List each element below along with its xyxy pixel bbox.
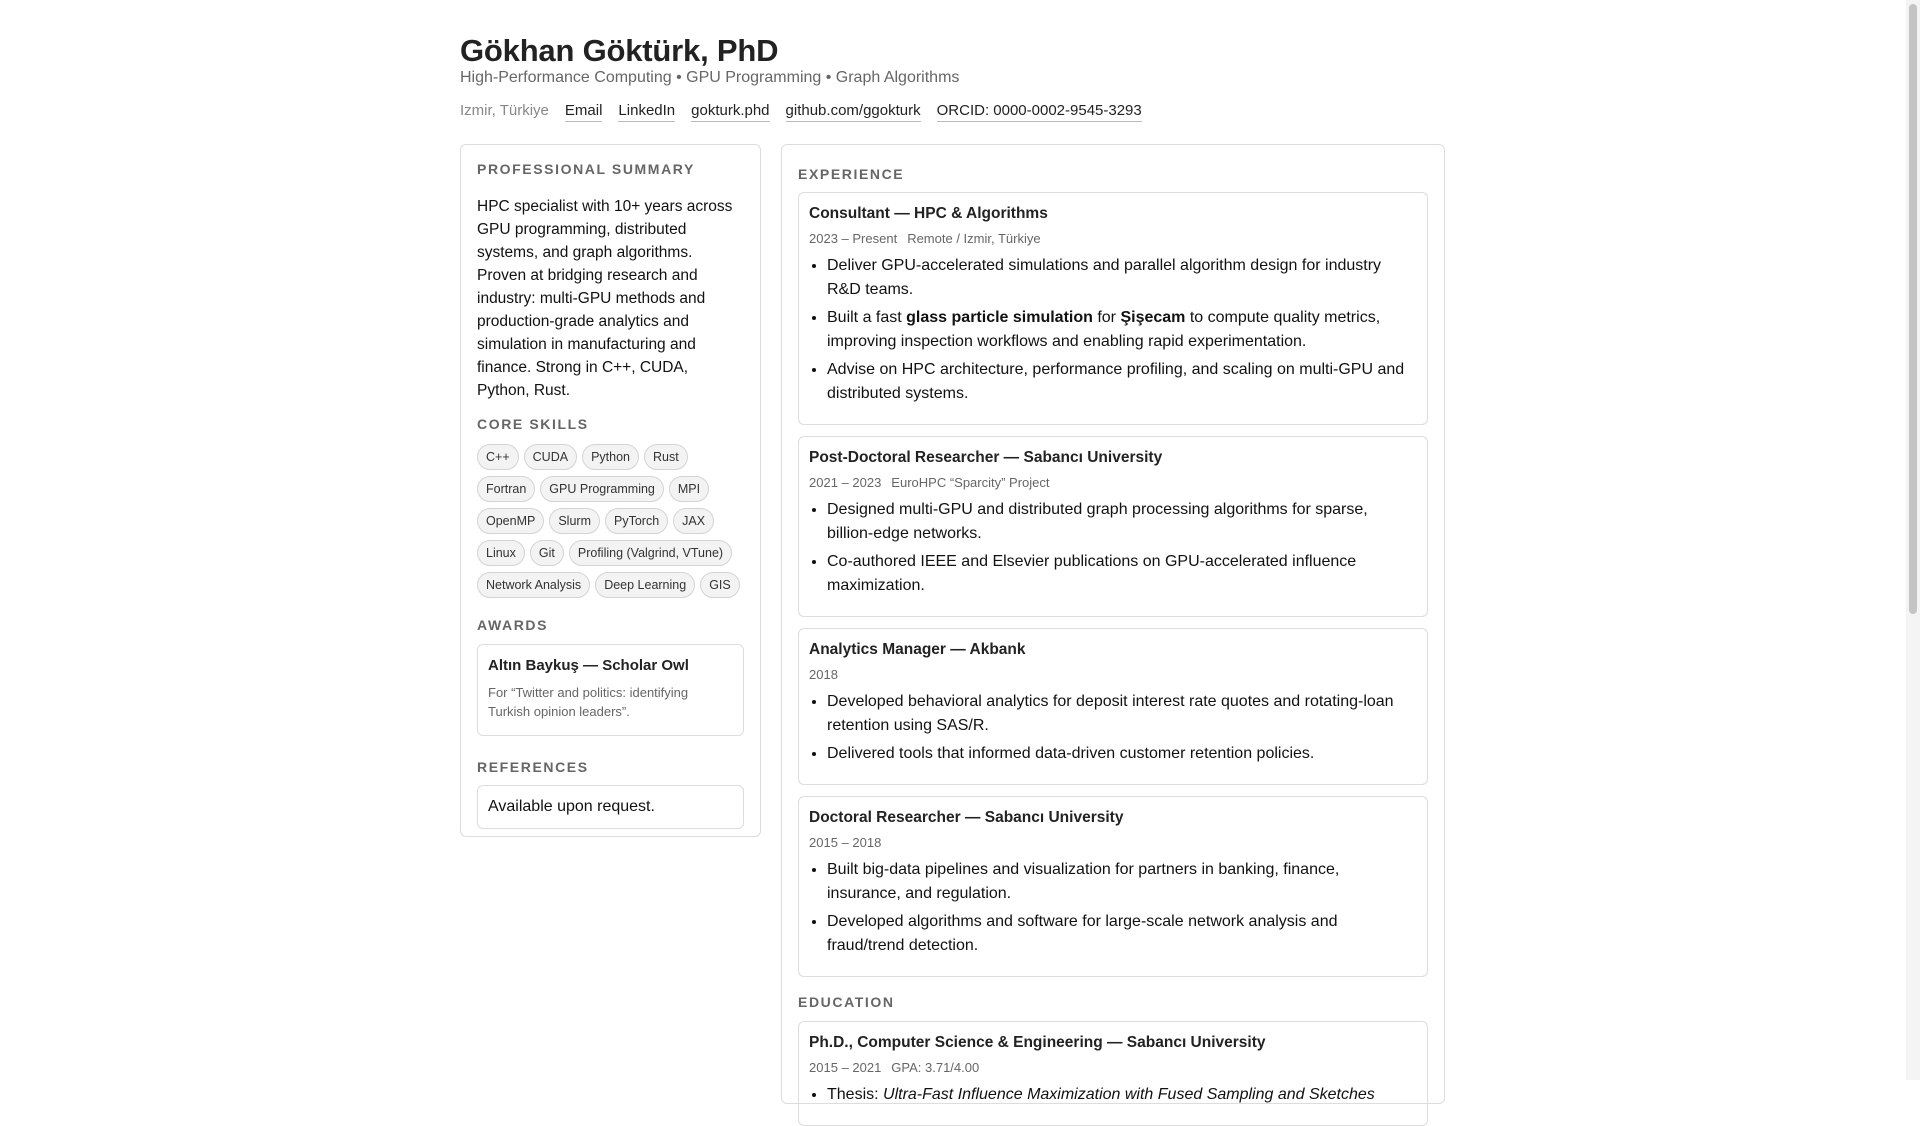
job-bullet [827, 858, 1417, 906]
award-description: For “Twitter and politics: identifying Turkish opinion leaders”. [488, 685, 689, 719]
bullet-text: for [1092, 309, 1121, 326]
sidebar-card [460, 144, 761, 837]
job-title: Analytics Manager — Akbank [809, 641, 1026, 658]
skill-chip: Linux [477, 540, 525, 566]
job-bullets [809, 254, 1417, 406]
experience-entry [798, 628, 1428, 785]
experience-entry [798, 192, 1428, 425]
job-meta [809, 475, 1417, 490]
job-bullet [827, 498, 1417, 546]
education-list [798, 1021, 1428, 1126]
job-title: Doctoral Researcher — Sabancı University [809, 809, 1124, 826]
bullet-text: Built big-data pipelines and visualization for partners in banking, finance, insurance, and regulation. [827, 861, 1340, 902]
bullet-text: Deliver GPU-accelerated simulations and parallel algorithm design for industry R&D teams. [827, 257, 1382, 298]
thesis-title: Ultra-Fast Influence Maximization with Fused Sampling and Sketches [883, 1086, 1375, 1103]
job-bullet [827, 910, 1417, 958]
page-scrollbar[interactable] [1906, 0, 1920, 1080]
skill-chip: Deep Learning [595, 572, 695, 598]
education-entry [798, 1021, 1428, 1126]
skill-chip: Slurm [549, 508, 600, 534]
summary-text: HPC specialist with 10+ years across GPU programming, distributed systems, and graph algorithms. Proven at bridging research and industry: multi-GPU methods and production-grade analytics and simulation in manufacturing and finance. Strong in C++, CUDA, Python, Rust. [477, 198, 733, 399]
email-link[interactable]: Email [565, 102, 603, 122]
orcid-link[interactable]: ORCID: 0000-0002-9545-3293 [937, 102, 1142, 122]
job-dates: 2021 – 2023 [809, 475, 882, 490]
bullet-text: Advise on HPC architecture, performance profiling, and scaling on multi-GPU and distributed systems. [827, 361, 1405, 402]
job-title: Consultant — HPC & Algorithms [809, 205, 1048, 222]
skill-chip: JAX [673, 508, 714, 534]
scrollbar-thumb[interactable] [1909, 4, 1917, 614]
bullet-text: Şişecam [1120, 309, 1186, 326]
job-dates: 2015 – 2018 [809, 835, 882, 850]
location-text: Izmir, Türkiye [460, 102, 549, 119]
experience-list [798, 192, 1428, 977]
thesis-bullet [827, 1083, 1417, 1107]
thesis-label: Thesis: [827, 1086, 884, 1103]
skill-chip: GIS [700, 572, 740, 598]
degree-title: Ph.D., Computer Science & Engineering — Sabancı University [809, 1034, 1266, 1051]
education-heading: EDUCATION [798, 994, 895, 1010]
skill-chip: C++ [477, 444, 519, 470]
skill-chip: Git [530, 540, 564, 566]
job-bullet [827, 358, 1417, 406]
job-dates: 2018 [809, 667, 838, 682]
job-bullets [809, 498, 1417, 598]
experience-heading: EXPERIENCE [798, 166, 905, 182]
skill-chip: PyTorch [605, 508, 668, 534]
skill-chip: OpenMP [477, 508, 544, 534]
website-link[interactable]: gokturk.phd [691, 102, 769, 122]
job-location: Remote / Izmir, Türkiye [907, 231, 1041, 246]
tagline: High-Performance Computing • GPU Programming • Graph Algorithms [460, 69, 960, 86]
job-bullets [809, 690, 1417, 766]
job-bullet [827, 742, 1417, 766]
award-card [477, 644, 744, 736]
github-link[interactable]: github.com/ggokturk [786, 102, 921, 122]
references-heading: REFERENCES [477, 759, 589, 775]
skill-chip: Network Analysis [477, 572, 590, 598]
bullet-text: Delivered tools that informed data-driven customer retention policies. [827, 745, 1315, 762]
main-card [781, 144, 1445, 1104]
job-meta [809, 667, 1417, 682]
skill-chip: Profiling (Valgrind, VTune) [569, 540, 732, 566]
job-bullet [827, 306, 1417, 354]
skill-chip: Python [582, 444, 639, 470]
job-meta [809, 231, 1417, 246]
job-bullet [827, 690, 1417, 738]
experience-entry [798, 436, 1428, 617]
job-bullet [827, 254, 1417, 302]
job-bullets [809, 858, 1417, 958]
skill-chip: Fortran [477, 476, 535, 502]
education-dates: 2015 – 2021 [809, 1060, 882, 1075]
skills-list [477, 444, 744, 598]
linkedin-link[interactable]: LinkedIn [618, 102, 675, 122]
education-meta [809, 1060, 1417, 1075]
skills-heading: CORE SKILLS [477, 416, 589, 432]
job-location: EuroHPC “Sparcity” Project [891, 475, 1050, 490]
skill-chip: GPU Programming [540, 476, 664, 502]
bullet-text: Developed algorithms and software for large-scale network analysis and fraud/trend detection. [827, 913, 1338, 954]
page-title: Gökhan Göktürk, PhD [460, 33, 779, 68]
skill-chip: Rust [644, 444, 688, 470]
bullet-text: glass particle simulation [906, 309, 1093, 326]
skill-chip: MPI [669, 476, 709, 502]
bullet-text: Built a fast [827, 309, 907, 326]
summary-heading: PROFESSIONAL SUMMARY [477, 161, 695, 177]
bullet-text: Developed behavioral analytics for deposit interest rate quotes and rotating-loan retention using SAS/R. [827, 693, 1394, 734]
contact-links [460, 102, 1142, 122]
skill-chip: CUDA [524, 444, 577, 470]
bullet-text: Designed multi-GPU and distributed graph processing algorithms for sparse, billion-edge networks. [827, 501, 1368, 542]
award-name: Altın Baykuş — Scholar Owl [488, 657, 689, 674]
education-gpa: GPA: 3.71/4.00 [891, 1060, 980, 1075]
education-bullets [809, 1083, 1417, 1107]
bullet-text: Co-authored IEEE and Elsevier publications on GPU-accelerated influence maximization. [827, 553, 1357, 594]
references-card: Available upon request. [477, 785, 744, 829]
job-dates: 2023 – Present [809, 231, 898, 246]
job-bullet [827, 550, 1417, 598]
experience-entry [798, 796, 1428, 977]
bullet-text: to compute quality metrics, improving inspection workflows and enabling rapid experimentation. [827, 309, 1381, 350]
awards-heading: AWARDS [477, 617, 549, 633]
job-meta [809, 835, 1417, 850]
job-title: Post-Doctoral Researcher — Sabancı University [809, 449, 1163, 466]
